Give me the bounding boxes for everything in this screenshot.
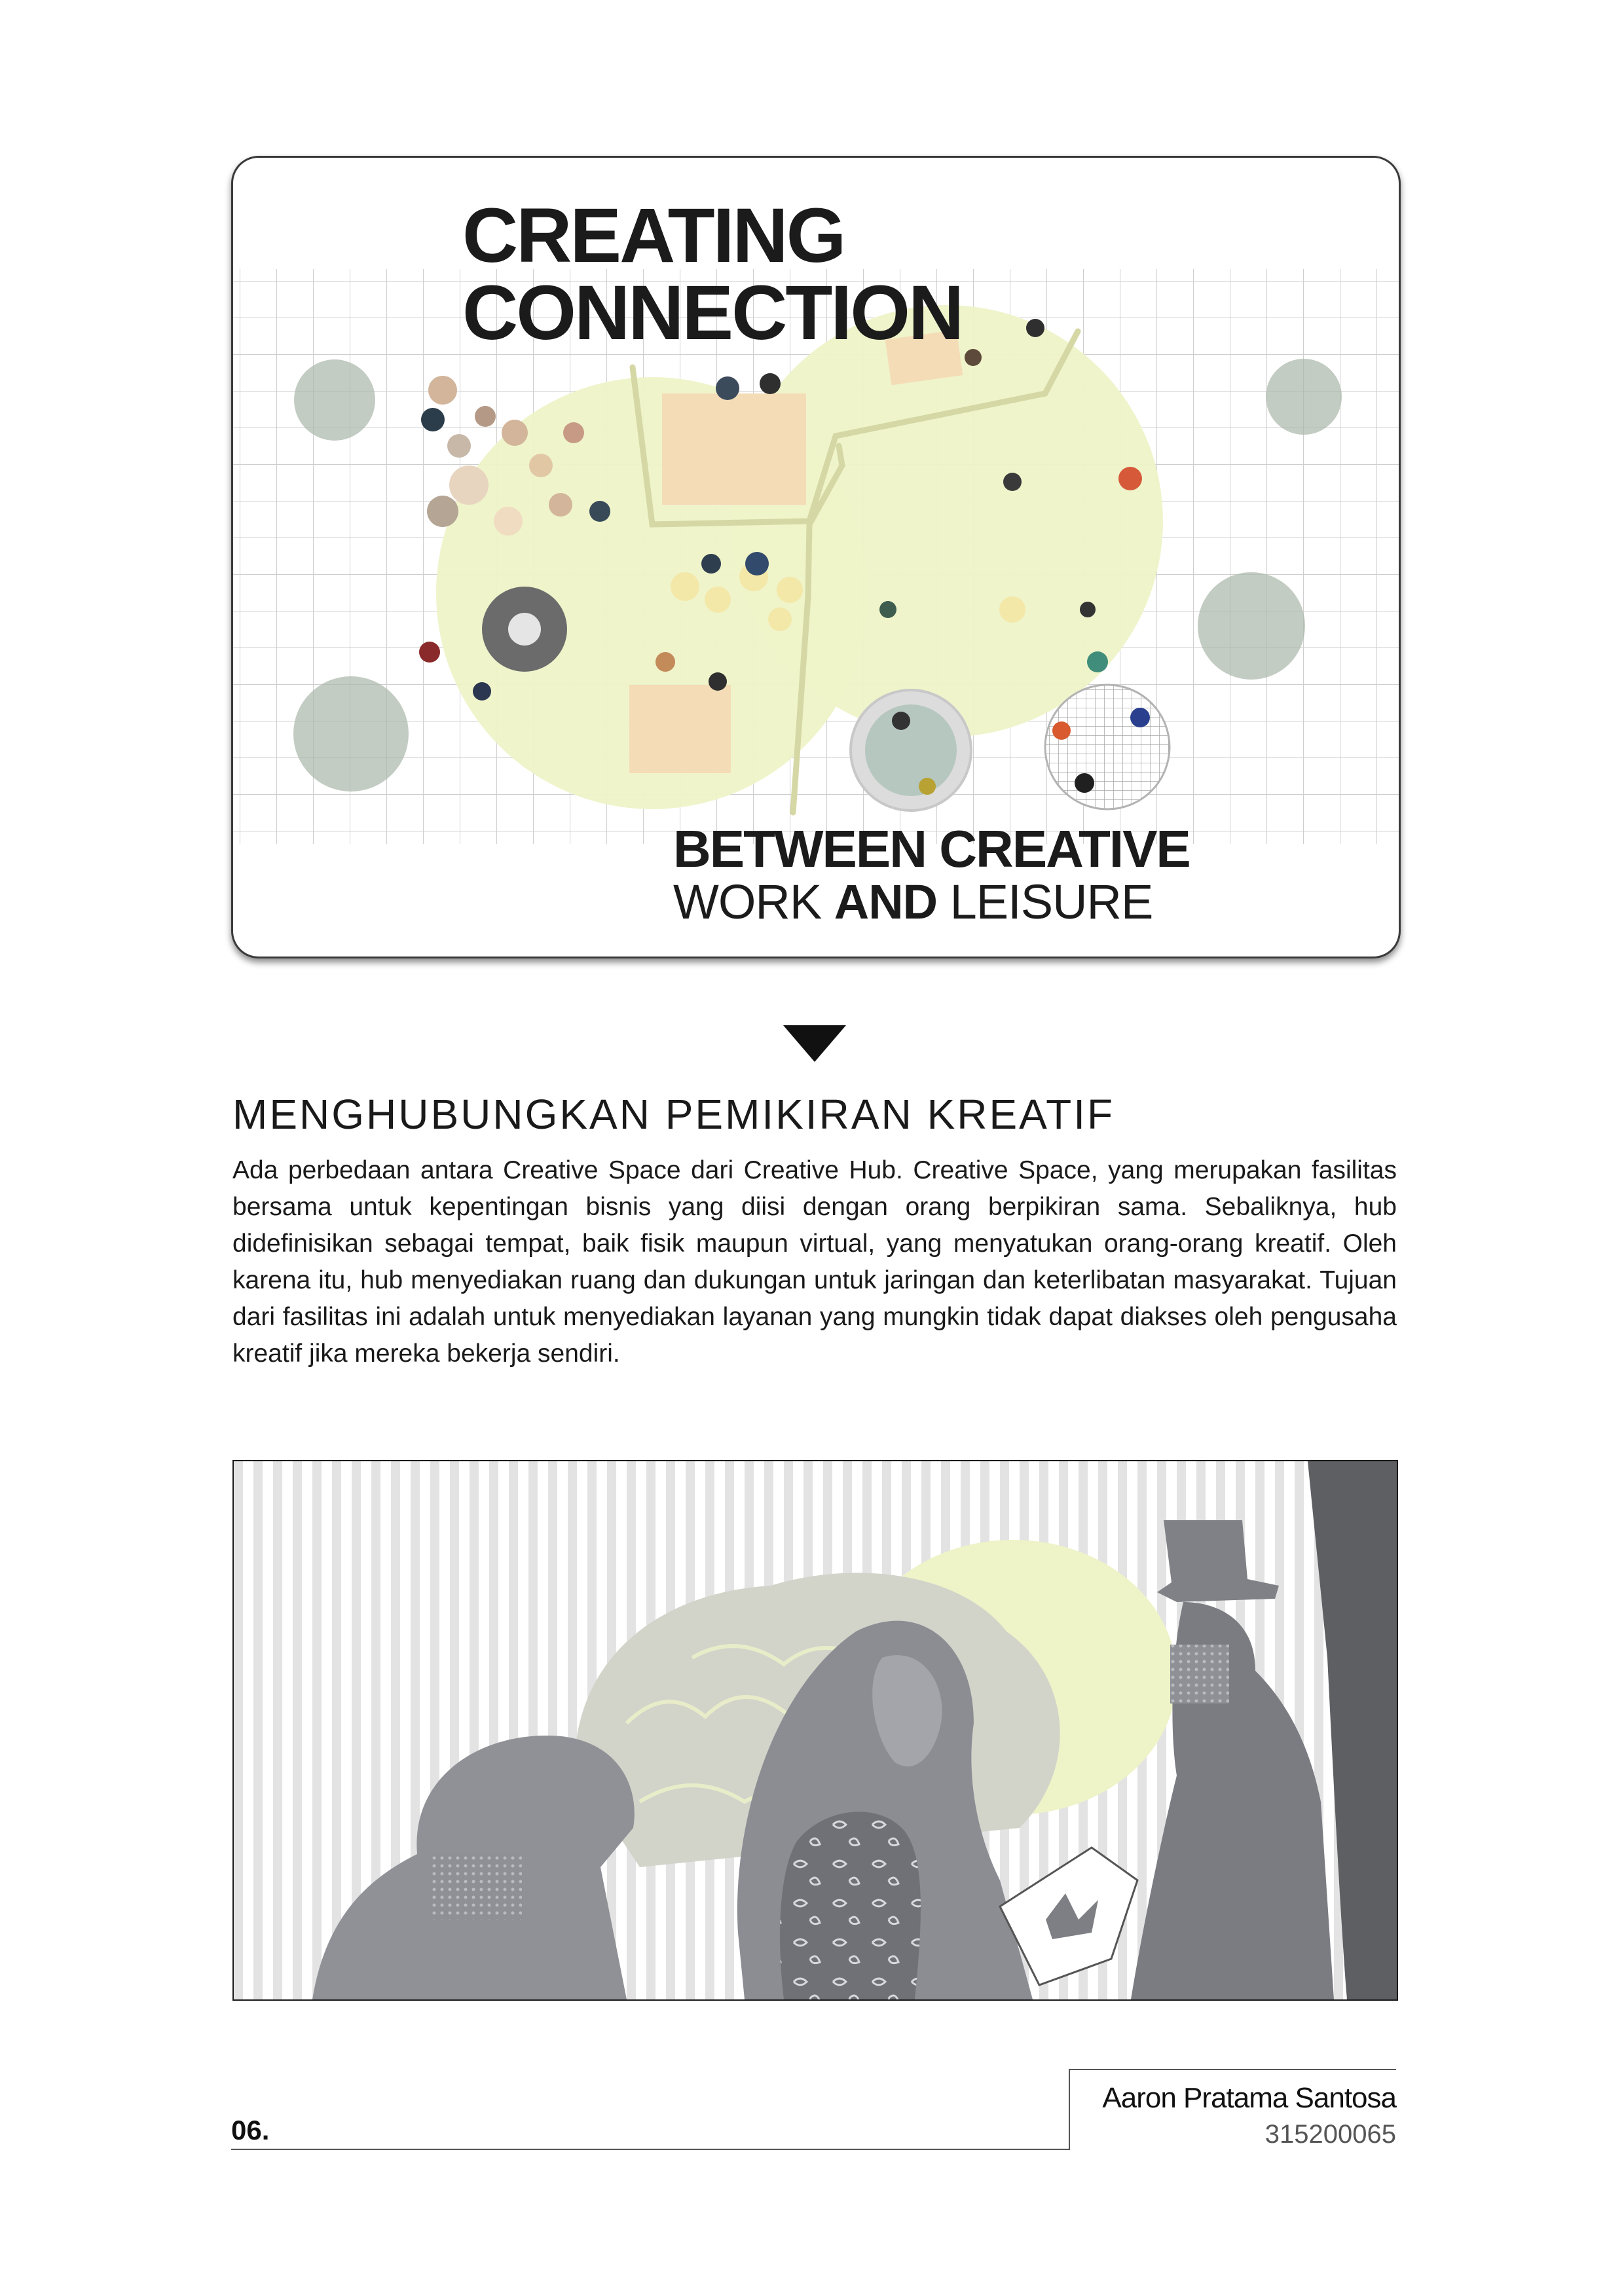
footer-divider-top <box>1069 2069 1396 2070</box>
hero-subtitle-word-and: AND <box>834 875 938 929</box>
hero-title-line1: CREATING <box>462 192 845 279</box>
silhouette-collage <box>234 1461 1397 1999</box>
section-heading: MENGHUBUNGKAN PEMIKIRAN KREATIF <box>232 1091 1115 1138</box>
student-id: 315200065 <box>1264 2120 1396 2149</box>
page-number: 06. <box>231 2115 270 2145</box>
hero-card <box>231 156 1401 958</box>
collage-illustration <box>232 1460 1398 2001</box>
hero-subtitle-word-work: WORK <box>673 875 822 929</box>
footer-divider <box>231 2149 1069 2150</box>
footer-divider-vertical <box>1069 2069 1070 2150</box>
author-name: Aaron Pratama Santosa <box>1102 2082 1396 2114</box>
hero-title-line2: CONNECTION <box>462 270 963 356</box>
section-body-text: Ada perbedaan antara Creative Space dari Creative Hub. Creative Space, yang merupakan fasilitas bersama untuk kepentingan bisnis yang diisi dengan orang berpikiran sama. Sebaliknya, hub didefinisikan sebagai tempat, baik fisik maupun virtual, yang menyatukan orang-orang kreatif. Oleh karena itu, hub menyediakan ruang dan dukungan untuk jaringan dan keterlibatan masyarakat. Tujuan dari fasilitas ini adalah untuk menyediakan layanan yang mungkin tidak dapat diakses oleh pengusaha kreatif jika mereka bekerja sendiri. <box>232 1156 1397 1368</box>
hero-title <box>462 192 963 356</box>
hero-subtitle-word-leisure: LEISURE <box>950 875 1153 929</box>
down-arrow-icon <box>783 1025 846 1062</box>
hero-subtitle-line1: BETWEEN CREATIVE <box>673 820 1190 878</box>
hero-subtitle-line2 <box>673 875 1153 929</box>
